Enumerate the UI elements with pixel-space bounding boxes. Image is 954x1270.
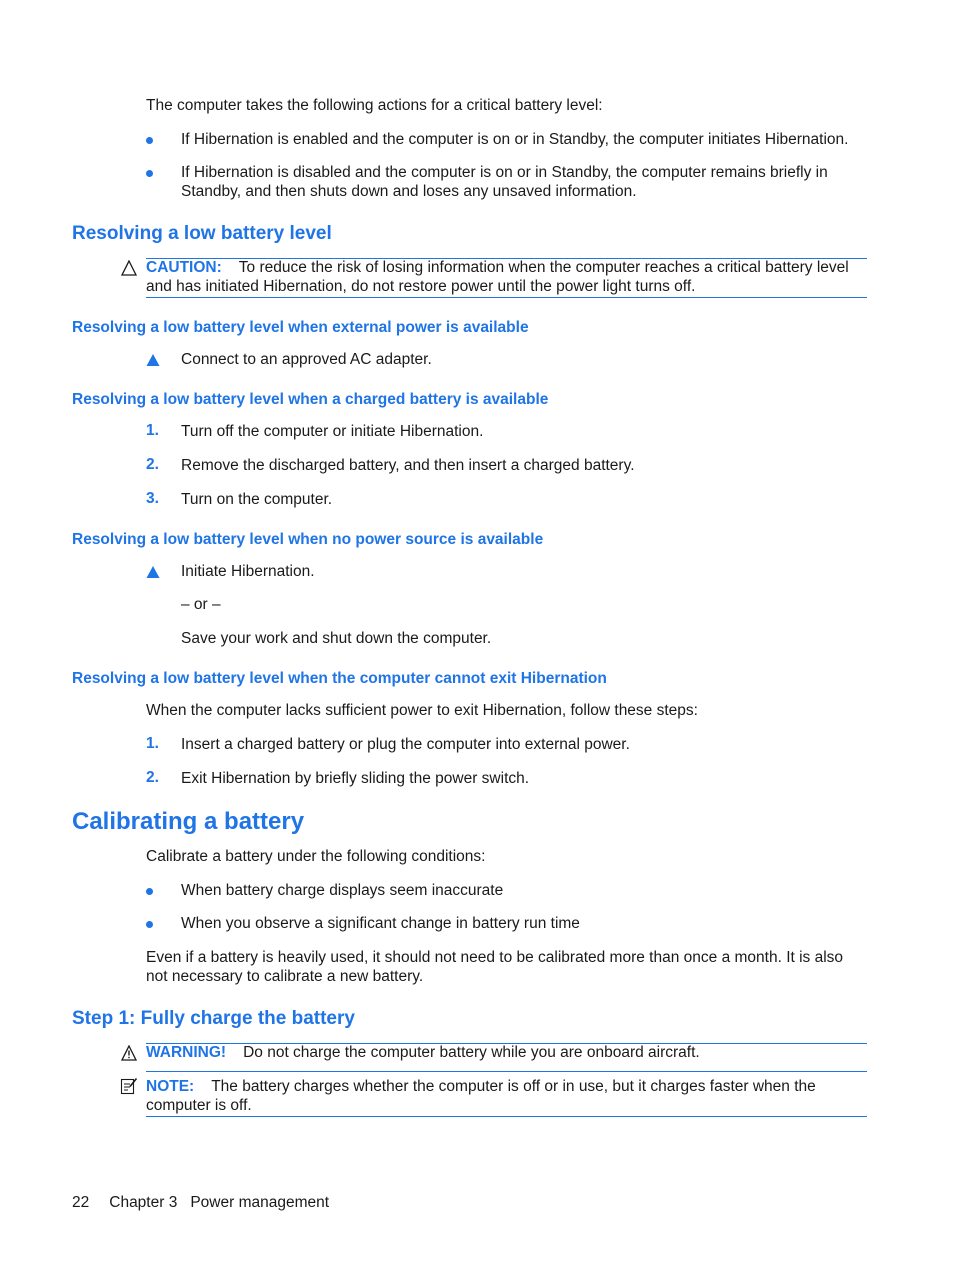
footer-chapter: Chapter 3 xyxy=(109,1194,178,1211)
bullet xyxy=(146,170,153,177)
caution-line-2: and has initiated Hibernation, do not restore power until the power light turns off. xyxy=(146,278,696,295)
caution-triangle-icon xyxy=(121,260,137,276)
section-heading-resolving: Resolving a low battery level xyxy=(72,223,332,244)
warning-line xyxy=(146,1043,700,1062)
charged-step-3: Turn on the computer. xyxy=(181,491,333,508)
step-number: 2. xyxy=(146,769,159,786)
critical-bullet-1: If Hibernation is enabled and the computer is on or in Standby, the computer initiates Hibernation. xyxy=(181,131,849,148)
calibrating-para-line-2: not necessary to calibrate a new battery. xyxy=(146,968,424,985)
cannot-exit-intro: When the computer lacks sufficient power to exit Hibernation, follow these steps: xyxy=(146,702,698,719)
step-number: 3. xyxy=(146,490,159,507)
step-number: 2. xyxy=(146,456,159,473)
heading-external-power: Resolving a low battery level when external power is available xyxy=(72,319,529,336)
warning-triangle-icon xyxy=(121,1045,137,1061)
caution-text: To reduce the risk of losing information when the computer reaches a critical battery level xyxy=(238,259,849,276)
charged-step-2: Remove the discharged battery, and then insert a charged battery. xyxy=(181,457,635,474)
triangle-up-icon xyxy=(146,565,160,579)
warning-label: WARNING! xyxy=(146,1044,227,1061)
step-number: 1. xyxy=(146,735,159,752)
calibrating-intro: Calibrate a battery under the following conditions: xyxy=(146,848,486,865)
caution-bottom-rule xyxy=(146,297,867,298)
no-power-alt: Save your work and shut down the computer. xyxy=(181,630,492,647)
heading-charged-battery: Resolving a low battery level when a charged battery is available xyxy=(72,391,549,408)
cannot-exit-step-1: Insert a charged battery or plug the computer into external power. xyxy=(181,736,630,753)
note-top-rule xyxy=(146,1071,867,1072)
bullet xyxy=(146,921,153,928)
calibrating-bullet-2: When you observe a significant change in battery run time xyxy=(181,915,580,932)
external-power-step: Connect to an approved AC adapter. xyxy=(181,351,432,368)
note-text: The battery charges whether the computer is off or in use, but it charges faster when the xyxy=(211,1078,816,1095)
calibrating-para-line-1: Even if a battery is heavily used, it should not need to be calibrated more than once a month. It is also xyxy=(146,949,844,966)
bullet xyxy=(146,137,153,144)
critical-bullet-2-cont: Standby, and then shuts down and loses any unsaved information. xyxy=(181,183,637,200)
note-pencil-icon xyxy=(120,1077,138,1095)
footer-title: Power management xyxy=(190,1194,330,1211)
heading-calibrating: Calibrating a battery xyxy=(72,808,305,835)
step-number: 1. xyxy=(146,422,159,439)
note-label: NOTE: xyxy=(146,1078,195,1095)
calibrating-bullet-1: When battery charge displays seem inaccurate xyxy=(181,882,504,899)
heading-cannot-exit: Resolving a low battery level when the computer cannot exit Hibernation xyxy=(72,670,607,687)
critical-bullet-2: If Hibernation is disabled and the computer is on or in Standby, the computer remains briefly in xyxy=(181,164,828,181)
note-line-2: computer is off. xyxy=(146,1097,252,1114)
note-bottom-rule xyxy=(146,1116,867,1117)
note-line-1 xyxy=(146,1077,816,1096)
or-separator: – or – xyxy=(181,596,221,613)
warning-text: Do not charge the computer battery while you are onboard aircraft. xyxy=(243,1044,700,1061)
heading-no-power: Resolving a low battery level when no power source is available xyxy=(72,531,544,548)
caution-line-1 xyxy=(146,258,849,277)
caution-label: CAUTION: xyxy=(146,259,222,276)
cannot-exit-step-2: Exit Hibernation by briefly sliding the power switch. xyxy=(181,770,530,787)
intro-text: The computer takes the following actions for a critical battery level: xyxy=(146,97,603,114)
no-power-step: Initiate Hibernation. xyxy=(181,563,315,580)
bullet xyxy=(146,888,153,895)
page-number: 22 xyxy=(72,1194,90,1211)
triangle-up-icon xyxy=(146,353,160,367)
heading-step-1: Step 1: Fully charge the battery xyxy=(72,1008,355,1029)
charged-step-1: Turn off the computer or initiate Hibernation. xyxy=(181,423,484,440)
page-footer xyxy=(72,1193,329,1212)
